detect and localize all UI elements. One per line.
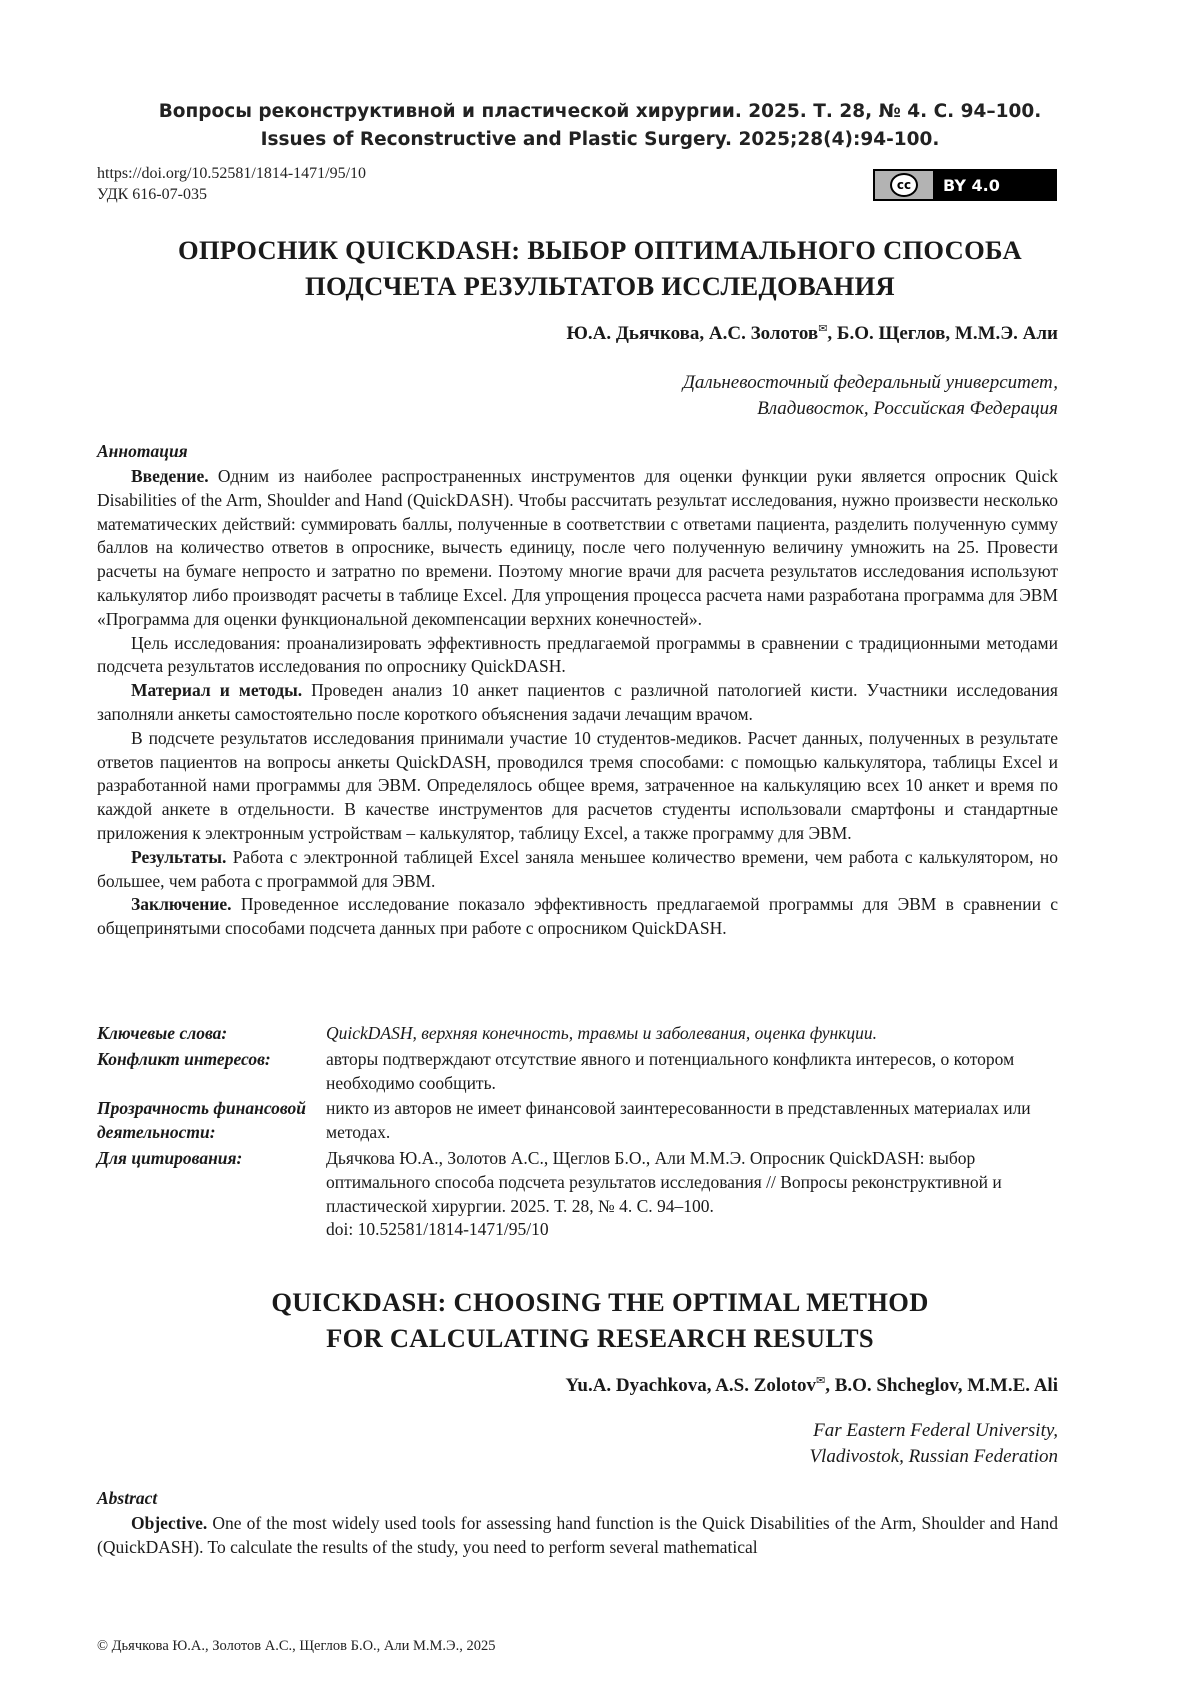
cc-license-badge[interactable] [873,169,1057,201]
affiliation-ru [683,370,1058,422]
label-introduction: Введение. [131,466,209,486]
article-identifiers [97,163,366,205]
journal-citation-en: Issues of Reconstructive and Plastic Surgery. 2025;28(4):94-100. [260,129,940,150]
envelope-icon: ✉ [816,1375,826,1387]
authors-ru-part-2: , Б.О. Щеглов, М.М.Э. Али [827,323,1058,344]
cc-icon: cc [890,173,918,197]
label-objective: Objective. [131,1513,208,1533]
citation-label: Для цитирования: [97,1147,243,1168]
article-metadata [97,1022,1058,1244]
text-objective: One of the most widely used tools for assessing hand function is the Quick Disabilities of the Arm, Shoulder and Hand (QuickDASH). To calculate the results of the study, you need to perform several mathematical [97,1513,1058,1557]
cc-logo [875,171,933,199]
journal-citation-ru: Вопросы реконструктивной и пластической хирургии. 2025. Т. 28, № 4. С. 94–100. [158,101,1042,122]
meta-row-transparency [97,1097,1058,1145]
label-results: Результаты. [131,846,227,867]
keywords-value: QuickDASH, верхняя конечность, травмы и заболевания, оценка функции. [326,1023,877,1043]
conflict-value: авторы подтверждают отсутствие явного и потенциального конфликта интересов, о котором необходимо сообщить. [326,1048,1015,1093]
abstract-ru-conclusion [97,893,1058,941]
text-conclusion: Проведенное исследование показало эффективность предлагаемой программы для ЭВМ в сравнении с общепринятыми способами подсчета данных при работе с опросником QuickDASH. [97,894,1058,939]
affiliation-en-line-2: Vladivostok, Russian Federation [809,1446,1058,1467]
affiliation-ru-line-2: Владивосток, Российская Федерация [757,398,1058,419]
citation-text: Дьячкова Ю.А., Золотов А.С., Щеглов Б.О., Али М.М.Э. Опросник QuickDASH: выбор оптимального способа подсчета результатов исследования // Вопросы реконструктивной и пластической хирургии. 2025. Т. 28, № 4. С. 94–100. [326,1147,1002,1216]
abstract-ru-results [97,846,1058,894]
doi-link[interactable]: https://doi.org/10.52581/1814-1471/95/10 [97,165,367,182]
abstract-ru-methods [97,679,1058,727]
meta-row-conflict [97,1048,1058,1096]
abstract-ru-aim: Цель исследования: проанализировать эффективность предлагаемой программы в сравнении с традиционными методами подсчета результатов исследования по опроснику QuickDASH. [97,632,1058,677]
title-ru-line-1: ОПРОСНИК QUICKDASH: ВЫБОР ОПТИМАЛЬНОГО СПОСОБА [178,235,1022,265]
meta-row-citation [97,1147,1058,1242]
udk-code: УДК 616-07-035 [97,186,207,203]
transparency-label: Прозрачность финансовой деятельности: [97,1098,306,1143]
meta-row-keywords [97,1022,1058,1046]
affiliation-ru-line-1: Дальневосточный федеральный университет, [682,372,1058,393]
label-conclusion: Заключение. [131,894,232,915]
authors-ru-part-1: Ю.А. Дьячкова, А.С. Золотов [566,323,819,344]
envelope-icon: ✉ [818,323,828,335]
license-label: BY 4.0 [943,175,1000,195]
article-title-ru [0,232,1200,304]
authors-en [565,1374,1058,1397]
title-ru-line-2: ПОДСЧЕТА РЕЗУЛЬТАТОВ ИССЛЕДОВАНИЯ [305,271,895,301]
copyright-notice: © Дьячкова Ю.А., Золотов А.С., Щеглов Б.О., Али М.М.Э., 2025 [97,1638,496,1654]
text-results: Работа с электронной таблицей Excel заняла меньшее количество времени, чем работа с калькулятором, но большее, чем работа с программой для ЭВМ. [97,846,1058,891]
authors-en-part-2: , B.O. Shcheglov, M.M.E. Ali [825,1375,1058,1396]
conflict-label: Конфликт интересов: [97,1048,271,1069]
abstract-ru-methods-cont: В подсчете результатов исследования принимали участие 10 студентов-медиков. Расчет данных, полученных в результате ответов пациентов на вопросы анкеты QuickDASH, проводился тремя способами: с помощью калькулятора, таблицы Excel и разработанной нами программы для ЭВМ. Определялось общее время, затраченное на калькуляцию всех 10 анкет и время по каждой анкете в отдельности. В качестве инструментов для расчетов студенты использовали смартфоны и стандартные приложения к электронным устройствам – калькулятор, таблицу Excel, а также программу для ЭВМ. [97,727,1058,843]
affiliation-en-line-1: Far Eastern Federal University, [813,1420,1058,1441]
authors-en-part-1: Yu.A. Dyachkova, A.S. Zolotov [565,1375,816,1396]
journal-header [0,98,1200,154]
authors-ru [566,322,1058,345]
article-title-en [0,1284,1200,1356]
citation-doi[interactable]: doi: 10.52581/1814-1471/95/10 [326,1219,549,1240]
abstract-ru-introduction [97,465,1058,632]
affiliation-en [809,1418,1058,1470]
abstract-en [97,1512,1058,1560]
text-methods: Проведен анализ 10 анкет пациентов с различной патологией кисти. Участники исследования заполняли анкеты самостоятельно после короткого объяснения задачи лечащим врачом. [97,680,1058,724]
text-introduction: Одним из наиболее распространенных инструментов для оценки функции руки является опросник Quick Disabilities of the Arm, Shoulder and Hand (QuickDASH). Чтобы рассчитать результат исследования, нужно произвести несколько математических действий: суммировать баллы, полученные в соответствии с ответами пациента, разделить полученную сумму баллов на количество ответов в опроснике, вычесть единицу, после чего полученную величину умножить на 25. Провести расчеты на бумаге непросто и затратно по времени. Поэтому многие врачи для расчета результатов исследования используют калькулятор либо производят расчеты в таблице Excel. Для упрощения процесса расчета нами разработана программа для ЭВМ «Программа для оценки функциональной декомпенсации верхних конечностей». [97,466,1058,629]
title-en-line-1: QUICKDASH: CHOOSING THE OPTIMAL METHOD [271,1287,929,1317]
abstract-en-objective [97,1512,1058,1560]
title-en-line-2: FOR CALCULATING RESEARCH RESULTS [326,1323,874,1353]
keywords-label: Ключевые слова: [97,1023,228,1043]
abstract-heading-en: Abstract [97,1488,158,1508]
citation-value [326,1147,1046,1242]
transparency-value: никто из авторов не имеет финансовой заинтересованности в представленных материалах или методах. [326,1098,1031,1143]
abstract-heading-ru: Аннотация [97,441,188,461]
abstract-ru [97,465,1058,941]
label-methods: Материал и методы. [131,680,303,701]
